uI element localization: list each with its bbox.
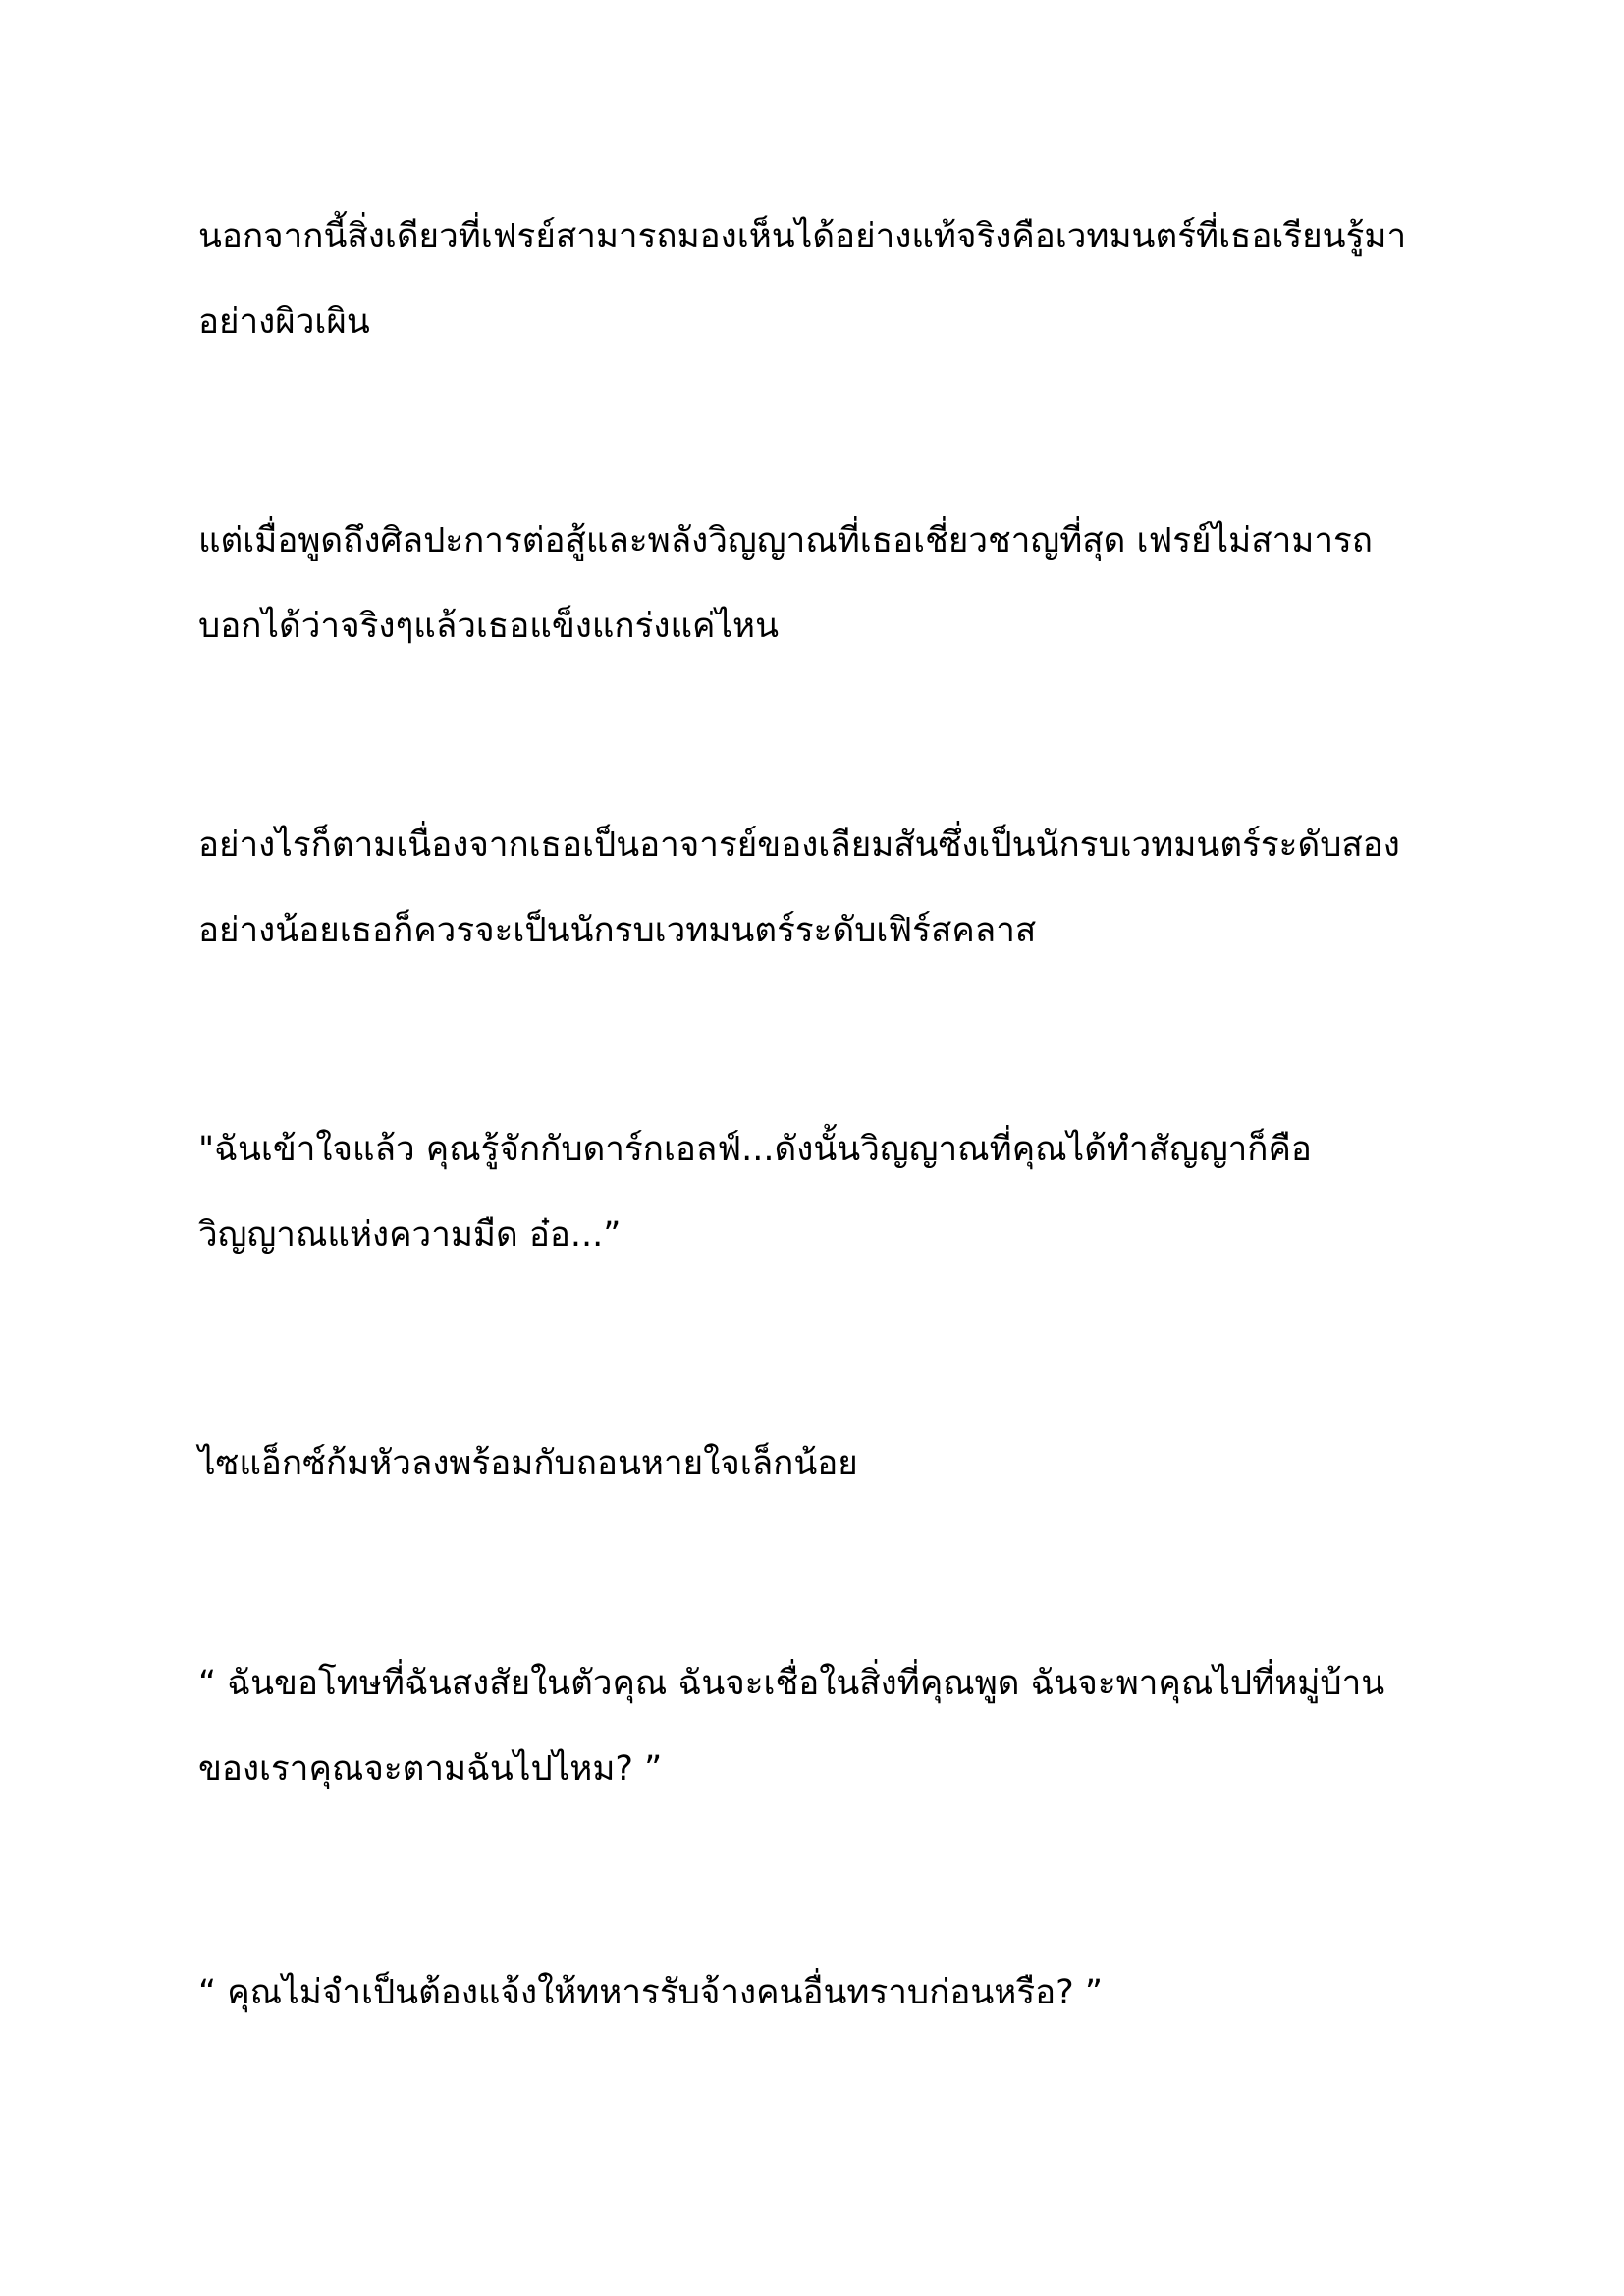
paragraph-5: ไซแอ็กซ์ก้มหัวลงพร้อมกับถอนหายใจเล็กน้อย [198,1444,858,1483]
paragraph-3: อย่างไรก็ตามเนื่องจากเธอเป็นอาจารย์ของเลียมสันซึ่งเป็นนักรบเวทมนตร์ระดับสองอย่างน้อยเธอก็ควรจะเป็นนักรบเวทมนตร์ระดับเฟิร์สคลาส [198,826,1400,950]
paragraph-4: "ฉันเข้าใจแล้ว คุณรู้จักกับดาร์กเอลฟ์...ดังนั้นวิญญาณที่คุณได้ทำสัญญาก็คือวิญญาณแห่งความมืด อ๋อ...” [198,1130,1312,1255]
paragraph-6: “ ฉันขอโทษที่ฉันสงสัยในตัวคุณ ฉันจะเชื่อในสิ่งที่คุณพูด ฉันจะพาคุณไปที่หมู่บ้านของเราคุณจะตามฉันไปไหม? ” [198,1664,1385,1789]
paragraph-1: นอกจากนี้สิ่งเดียวที่เฟรย์สามารถมองเห็นได้อย่างแท้จริงคือเวทมนตร์ที่เธอเรียนรู้มาอย่างผิวเผิน [198,217,1407,342]
paragraph-2: แต่เมื่อพูดถึงศิลปะการต่อสู้และพลังวิญญาณที่เธอเชี่ยวชาญที่สุด เฟรย์ไม่สามารถบอกได้ว่าจริงๆแล้วเธอแข็งแกร่งแค่ไหน [198,521,1373,646]
paragraph-7: “ คุณไม่จำเป็นต้องแจ้งให้ทหารรับจ้างคนอื่นทราบก่อนหรือ? ” [198,1973,1103,2012]
